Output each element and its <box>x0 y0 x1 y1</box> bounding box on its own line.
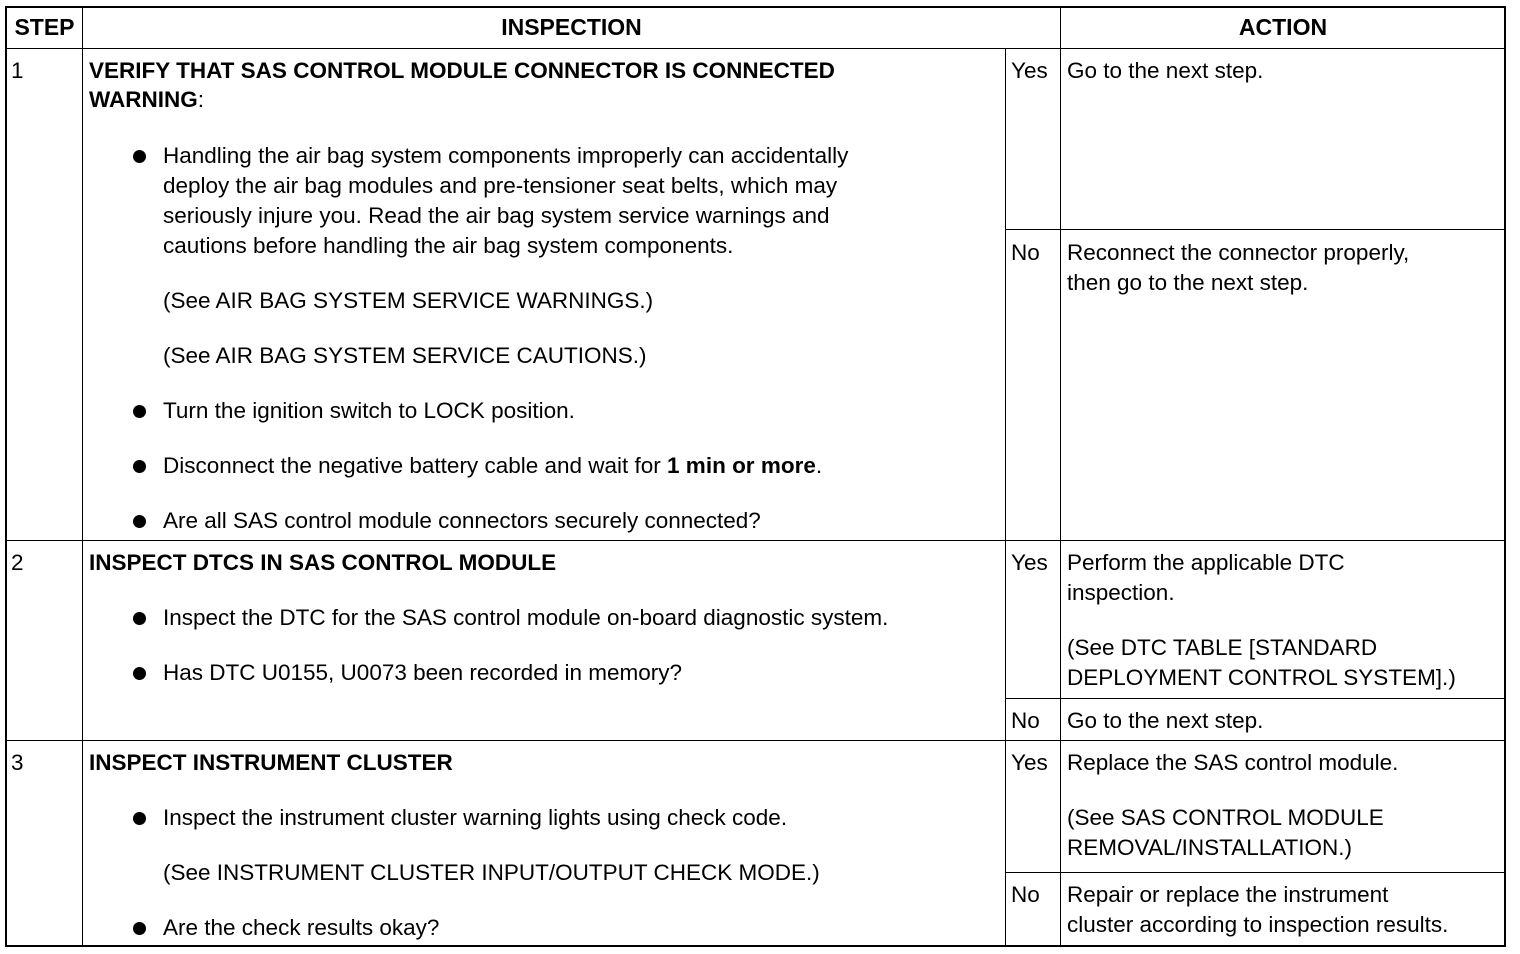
no-action: then go to the next step. <box>1067 270 1309 295</box>
no-action: Go to the next step. <box>1067 708 1264 733</box>
reference-text: (See AIR BAG SYSTEM SERVICE WARNINGS.) <box>163 288 654 313</box>
step-title: VERIFY THAT SAS CONTROL MODULE CONNECTOR IS CONNECTED <box>89 58 835 83</box>
question-text: Are the check results okay? <box>163 915 440 940</box>
header-inspection: INSPECTION <box>501 14 642 40</box>
no-action: cluster according to inspection results. <box>1067 912 1449 937</box>
no-label: No <box>1011 240 1040 265</box>
row2-divider <box>6 740 1505 741</box>
bullet-dot <box>133 812 146 825</box>
row1-divider <box>6 540 1505 541</box>
warning-label: WARNING: <box>89 87 205 112</box>
col-divider-action <box>1060 7 1061 946</box>
no-label: No <box>1011 882 1040 907</box>
warning-text-line: deploy the air bag modules and pre-tensioner seat belts, which may <box>163 173 838 198</box>
row1-yesno-divider <box>1005 229 1505 230</box>
yes-action: Go to the next step. <box>1067 58 1264 83</box>
header-action: ACTION <box>1238 14 1328 40</box>
warning-text-line: seriously injure you. Read the air bag system service warnings and <box>163 203 830 228</box>
reference-text: (See DTC TABLE [STANDARD <box>1067 635 1378 660</box>
bullet-dot <box>133 667 146 680</box>
step-number: 1 <box>11 58 24 83</box>
reference-text: (See INSTRUMENT CLUSTER INPUT/OUTPUT CHECK MODE.) <box>163 860 820 885</box>
yes-action: Perform the applicable DTC <box>1067 550 1345 575</box>
no-action: Repair or replace the instrument <box>1067 882 1389 907</box>
bullet-dot <box>133 150 146 163</box>
bullet-dot <box>133 460 146 473</box>
header-step: STEP <box>14 14 75 40</box>
yes-label: Yes <box>1011 750 1048 775</box>
warning-text-line: cautions before handling the air bag system components. <box>163 233 734 258</box>
reference-text: DEPLOYMENT CONTROL SYSTEM].) <box>1067 665 1456 690</box>
col-divider-yesno <box>1005 48 1006 946</box>
row2-yesno-divider <box>1005 698 1505 699</box>
warning-text-line: Handling the air bag system components improperly can accidentally <box>163 143 849 168</box>
bullet-dot <box>133 612 146 625</box>
yes-action: inspection. <box>1067 580 1175 605</box>
no-label: No <box>1011 708 1040 733</box>
instruction-text: Inspect the instrument cluster warning lights using check code. <box>163 805 788 830</box>
instruction-text: Turn the ignition switch to LOCK position. <box>163 398 575 423</box>
instruction-text: Inspect the DTC for the SAS control module on-board diagnostic system. <box>163 605 889 630</box>
step-number: 3 <box>11 750 24 775</box>
bullet-dot <box>133 515 146 528</box>
row3-yesno-divider <box>1005 872 1505 873</box>
question-text: Are all SAS control module connectors securely connected? <box>163 508 761 533</box>
reference-text: (See AIR BAG SYSTEM SERVICE CAUTIONS.) <box>163 343 647 368</box>
yes-label: Yes <box>1011 550 1048 575</box>
step-title: INSPECT DTCS IN SAS CONTROL MODULE <box>89 550 557 575</box>
question-text: Has DTC U0155, U0073 been recorded in memory? <box>163 660 683 685</box>
reference-text: REMOVAL/INSTALLATION.) <box>1067 835 1353 860</box>
yes-action: Replace the SAS control module. <box>1067 750 1399 775</box>
header-divider <box>6 48 1505 49</box>
col-divider-step <box>82 7 83 946</box>
bullet-dot <box>133 922 146 935</box>
yes-label: Yes <box>1011 58 1048 83</box>
bullet-dot <box>133 405 146 418</box>
no-action: Reconnect the connector properly, <box>1067 240 1410 265</box>
step-title: INSPECT INSTRUMENT CLUSTER <box>89 750 453 775</box>
instruction-text: Disconnect the negative battery cable and wait for 1 min or more. <box>163 453 823 478</box>
step-number: 2 <box>11 550 24 575</box>
reference-text: (See SAS CONTROL MODULE <box>1067 805 1384 830</box>
